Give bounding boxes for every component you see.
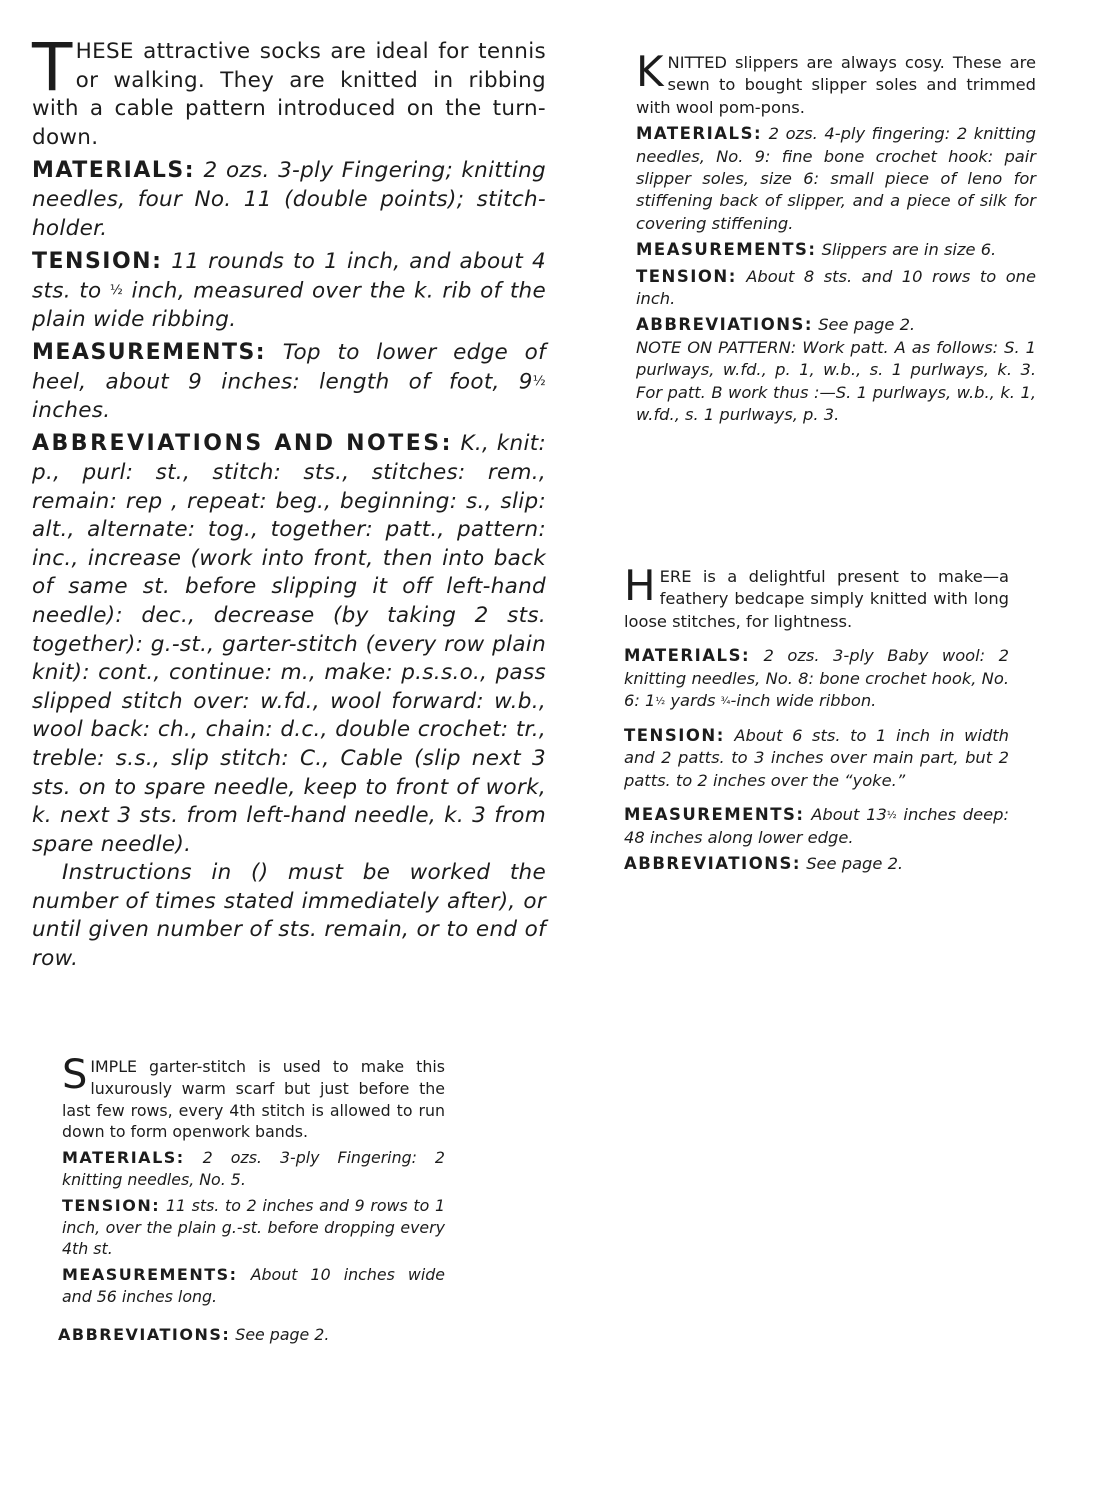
tension-text-a: 11 rounds to 1 inch, and about 4 sts. to [32,249,546,304]
dropcap-k: K [636,47,664,96]
materials-label: MATERIALS: [636,124,763,144]
measurements-text: Slippers are in size 6. [816,240,997,260]
materials-label: MATERIALS: [32,158,196,184]
tension-label: TENSION: [32,249,163,275]
tension-text-b: inch, measured over the k. rib of the plain wide ribbing. [32,278,547,332]
scarf-measurements [62,1264,445,1308]
slippers-measurements [636,239,1036,261]
measurements-label: MEASUREMENTS: [636,240,817,260]
bedcape-pattern [624,561,1009,888]
fraction-three-quarters: ¾ [720,695,731,707]
measurements-label: MEASUREMENTS: [62,1265,238,1285]
socks-materials [32,157,546,243]
measurements-text: About 10 inches wide and 56 inches long. [62,1265,445,1306]
dropcap-t: T [32,29,73,106]
scarf-materials [62,1147,445,1191]
materials-text-a: 2 ozs. 3-ply Baby wool: 2 knitting needles, No. 8: bone crochet hook, No. 6: 1 [624,646,1009,711]
slippers-tension [636,266,1036,311]
abbreviations-label: ABBREVIATIONS: [624,854,802,874]
materials-label: MATERIALS: [62,1148,185,1168]
measurements-label: MEASUREMENTS: [32,340,267,366]
socks-instructions-note: Instructions in () must be worked the number of times stated immediately after), or until given number of sts. remain, or to end of row. [32,860,546,972]
socks-intro [32,29,546,152]
tension-text: About 8 sts. and 10 rows to one inch. [636,266,1036,309]
slippers-pattern-note: NOTE ON PATTERN: Work patt. A as follows: S. 1 purlways, w.fd., p. 1, w.b., s. 1 purlways, k. 3. For patt. B work thus :—S. 1 purlways, w.b., k. 1, w.fd., s. 1 purlways, p. 3. [636,337,1036,425]
bedcape-tension [624,725,1009,792]
fraction-half: ½ [886,809,897,821]
slippers-pattern [636,47,1036,431]
abbreviations-label: ABBREVIATIONS: [636,315,814,335]
dropcap-h: H [624,561,656,610]
socks-abbreviations [32,430,546,859]
tension-text: About 6 sts. to 1 inch in width and 2 patts. to 3 inches over main part, but 2 patts. to 2 inches over the “yoke.” [624,725,1009,790]
abbreviations-label: ABBREVIATIONS: [58,1324,231,1344]
bedcape-measurements [624,804,1009,849]
measurements-text-b: inches deep: 48 inches along lower edge. [624,805,1009,848]
abbreviations-text: K., knit: p., purl: st., stitch: sts., stitches: rem., remain: rep , repeat: beg., beginning: s., slip: alt., alternate: tog., together: patt., pattern: inc., increase (work into front, then into back of same st. before slipping it off left-hand needle): dec., decrease (by taking 2 sts. together): g.-st., garter-stitch (every row plain knit): cont., continue: m., make: p.s.s.o., pass slipped stitch over: w.fd., wool forward: w.b., wool back: ch., chain: d.c., double crochet: tr., treble: s.s., slip stitch: C., Cable (slip next 3 sts. on to spare needle, keep to front of work, k. next 3 sts. from left-hand needle, k. 3 from spare needle). [32,431,546,857]
abbreviations-text: See page 2. [230,1324,330,1344]
measurements-text-b: inches. [32,397,111,423]
abbreviations-label: ABBREVIATIONS AND NOTES: [32,431,453,457]
slippers-intro-text: slippers are always cosy. These are sewn to bought slipper soles and trimmed with wool pom-pons. [636,53,1036,117]
tension-text: 11 sts. to 2 inches and 9 rows to 1 inch, over the plain g.-st. before dropping every 4th st. [62,1195,445,1259]
socks-intro-text: attractive socks are ideal for tennis or walking. They are knitted in ribbing with a cable pattern introduced on the turn-down. [32,39,546,150]
scarf-pattern [58,1052,445,1350]
measurements-text-a: About 13 [804,805,887,825]
fraction-half: ½ [655,695,666,707]
abbreviations-text: See page 2. [813,315,916,335]
materials-label: MATERIALS: [624,646,751,666]
scarf-tension [62,1195,445,1260]
tension-label: TENSION: [636,266,737,286]
bedcape-intro [624,561,1009,633]
measurements-text-a: Top to lower edge of heel, about 9 inches: length of foot, 9 [32,340,546,395]
materials-text: 2 ozs. 3-ply Fingering: 2 knitting needles, No. 5. [62,1148,445,1189]
tension-label: TENSION: [62,1195,161,1215]
scarf-intro-lead: IMPLE [90,1057,137,1076]
socks-pattern [32,29,547,979]
materials-text: 2 ozs. 4-ply fingering: 2 knitting needles, No. 9: fine bone crochet hook: pair slipper soles, size 6: small piece of leno for stiffening back of slipper, and a piece of silk for covering stiffening. [636,124,1036,233]
socks-measurements [32,339,546,425]
scarf-intro-text: garter-stitch is used to make this luxurously warm scarf but just before the last few rows, every 4th stitch is allowed to run down to form openwork bands. [62,1057,445,1142]
socks-tension [32,248,546,334]
bedcape-intro-text: is a delightful present to make—a feathery bedcape simply knitted with long loose stitches, for lightness. [624,567,1009,631]
bedcape-intro-lead: ERE [659,567,692,586]
abbreviations-text: See page 2. [801,854,904,874]
fraction-half: ½ [532,373,546,389]
materials-text-c: -inch wide ribbon. [730,691,877,711]
scarf-intro [62,1052,445,1143]
slippers-materials [636,123,1036,235]
socks-intro-lead: HESE [75,39,134,64]
slippers-abbreviations [636,314,1036,336]
scarf-abbreviations [58,1324,445,1346]
measurements-label: MEASUREMENTS: [624,805,805,825]
slippers-intro [636,47,1036,119]
slippers-intro-lead: NITTED [667,53,727,72]
materials-text-b: yards [665,691,721,711]
fraction-half: ½ [109,282,124,298]
tension-label: TENSION: [624,725,725,745]
bedcape-abbreviations [624,853,1009,875]
dropcap-s: S [62,1052,88,1098]
bedcape-materials [624,645,1009,713]
materials-text: 2 ozs. 3-ply Fingering; knitting needles, four No. 11 (double points); stitch-holder. [32,158,546,241]
